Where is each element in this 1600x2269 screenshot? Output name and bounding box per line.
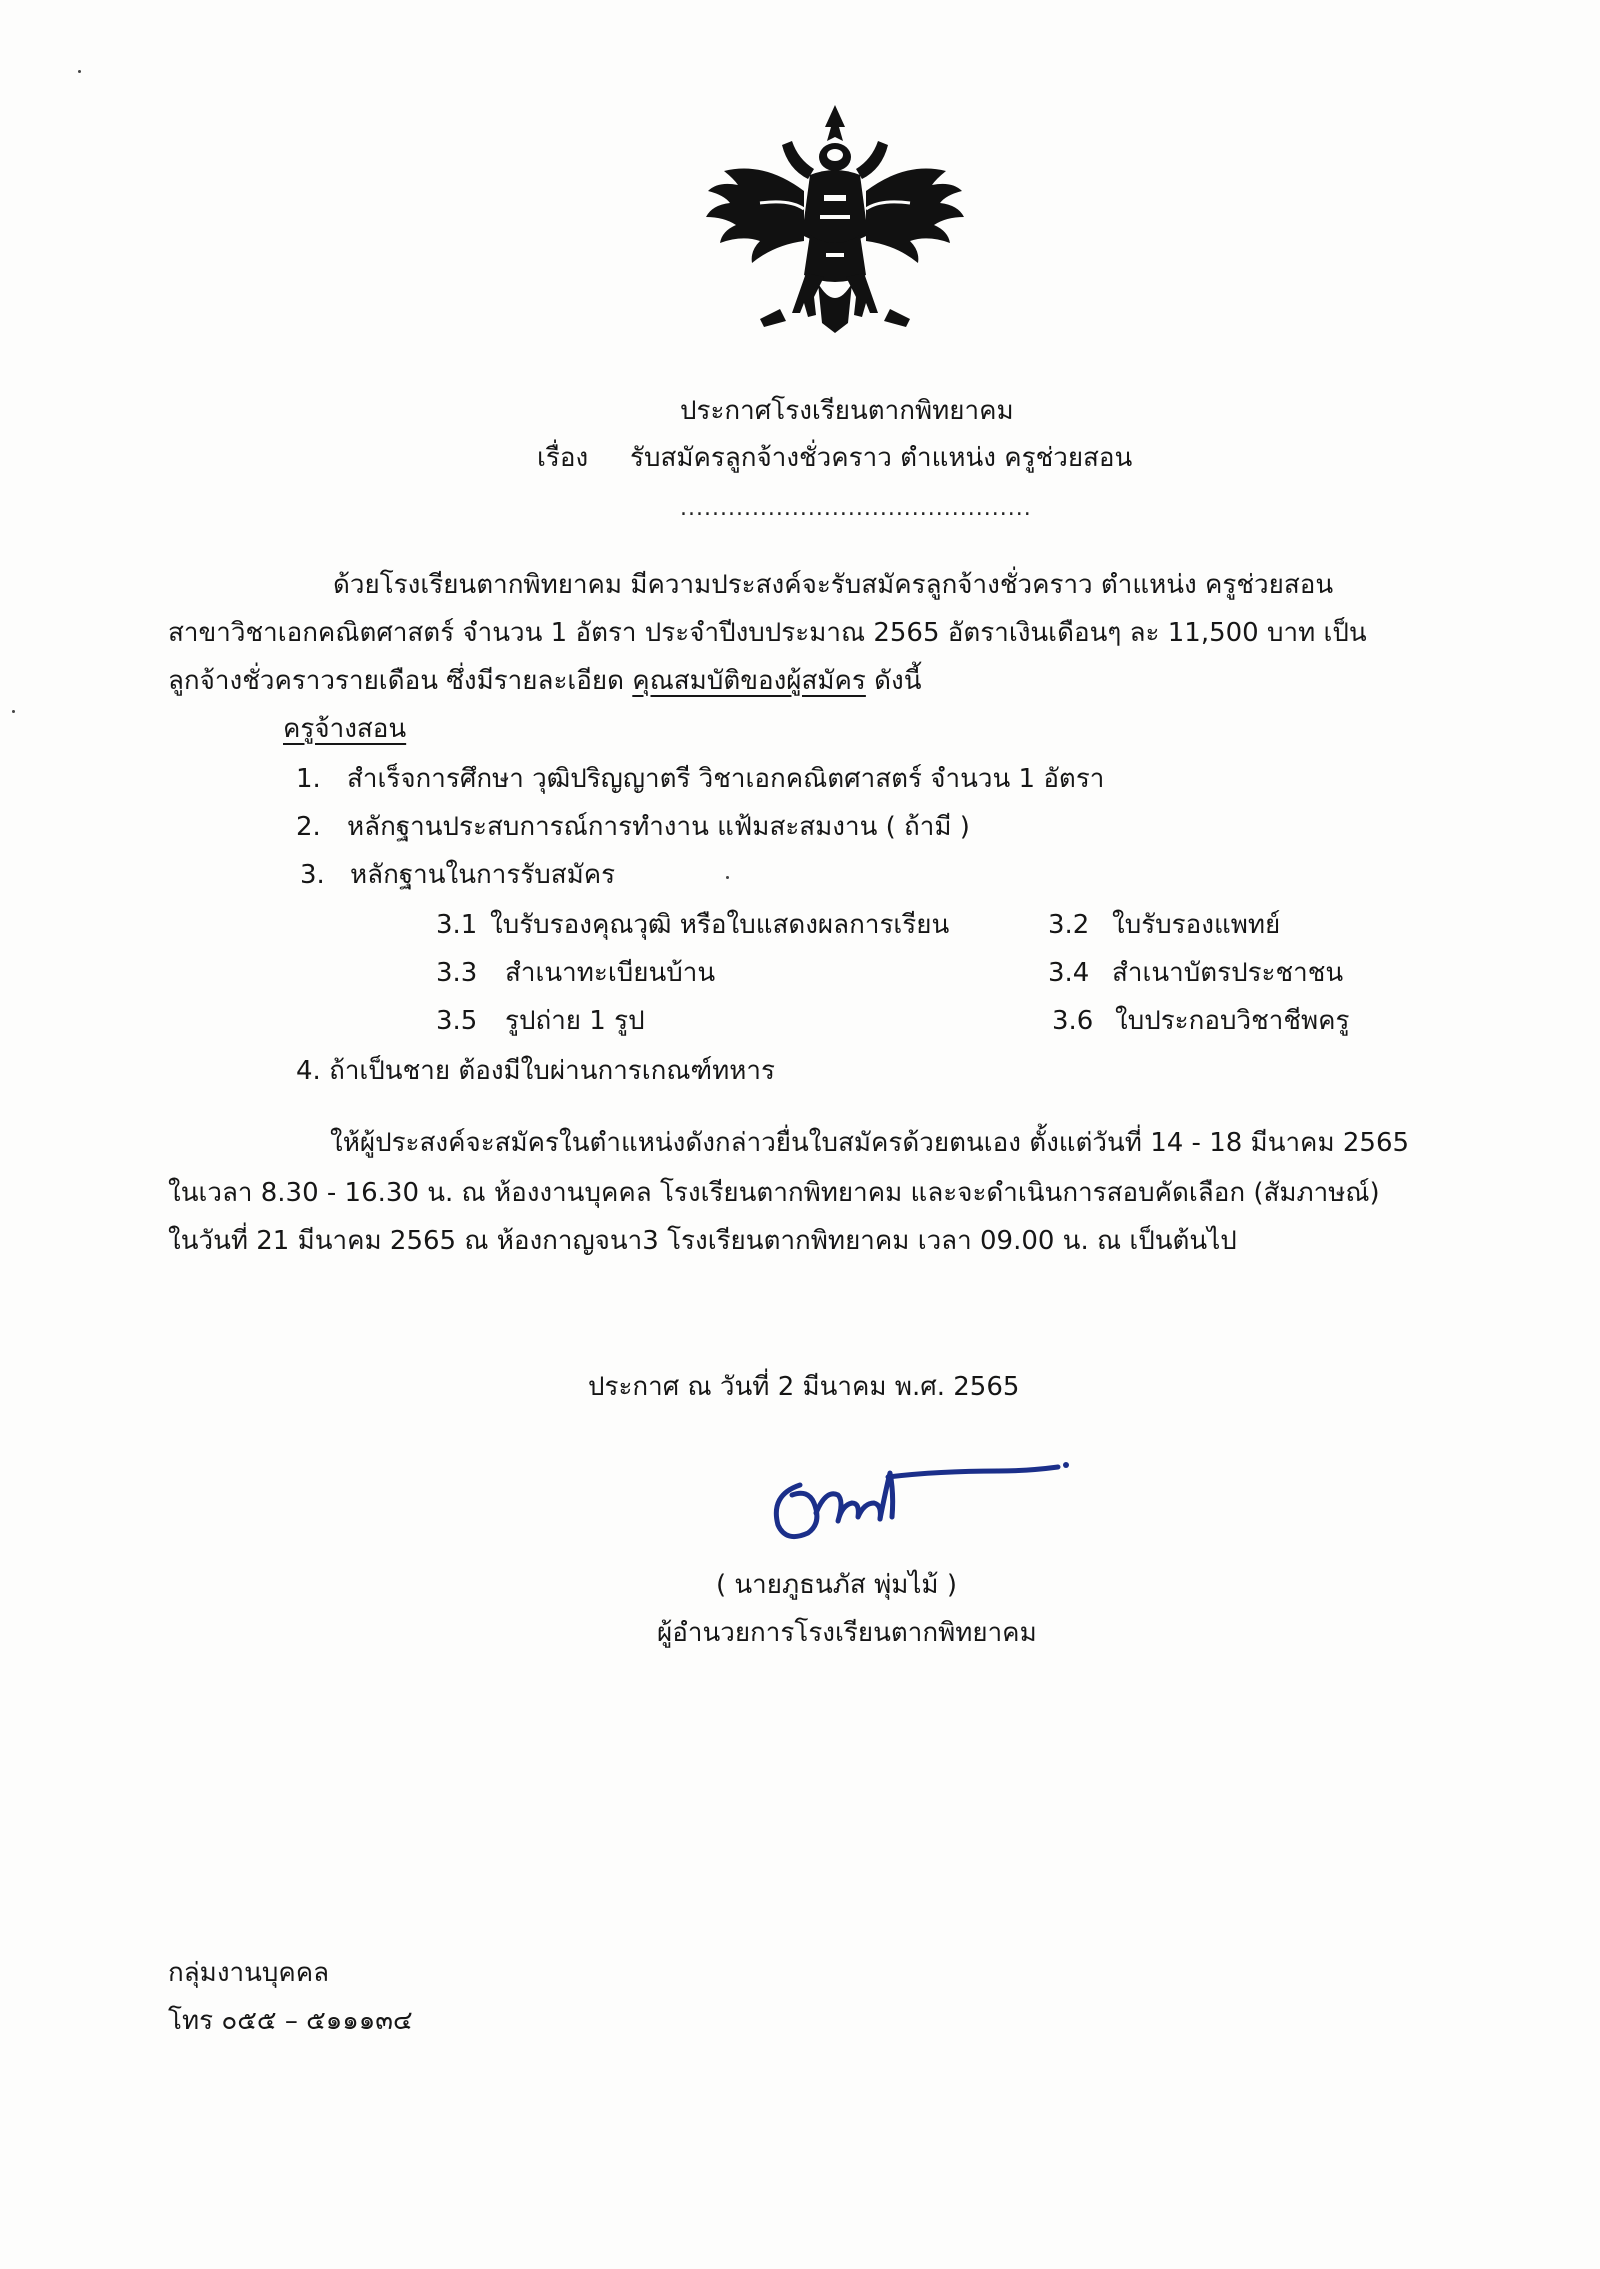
document-3-4-text: สำเนาบัตรประชาชน xyxy=(1112,958,1344,988)
garuda-emblem-icon xyxy=(700,95,970,355)
document-3-3-text: สำเนาทะเบียนบ้าน xyxy=(505,958,716,988)
subject-text: รับสมัครลูกจ้างชั่วคราว ตำแหน่ง ครูช่วยสอน xyxy=(630,443,1133,473)
scan-speck xyxy=(12,710,15,713)
intro-line-3-start: ลูกจ้างชั่วคราวรายเดือน ซึ่งมีรายละเอียด xyxy=(168,666,633,696)
application-line-1: ให้ผู้ประสงค์จะสมัครในตำแหน่งดังกล่าวยื่นใบสมัครด้วยตนเอง ตั้งแต่วันที่ 14 - 18 มีนาคม 2565 xyxy=(330,1128,1410,1158)
qualification-item-1-num: 1. xyxy=(296,764,321,794)
intro-line-2: สาขาวิชาเอกคณิตศาสตร์ จำนวน 1 อัตรา ประจำปีงบประมาณ 2565 อัตราเงินเดือนๆ ละ 11,500 บาท เป็น xyxy=(168,618,1367,648)
application-line-3: ในวันที่ 21 มีนาคม 2565 ณ ห้องกาญจนา3 โรงเรียนตากพิทยาคม เวลา 09.00 น. ณ เป็นต้นไป xyxy=(168,1226,1237,1256)
document-3-6-num: 3.6 xyxy=(1052,1006,1094,1036)
document-3-3-num: 3.3 xyxy=(436,958,478,988)
signatory-name: ( นายภูธนภัส พุ่มไม้ ) xyxy=(716,1570,957,1600)
qualification-item-1-text: สำเร็จการศึกษา วุฒิปริญญาตรี วิชาเอกคณิตศาสตร์ จำนวน 1 อัตรา xyxy=(347,764,1105,794)
document-3-1-text: ใบรับรองคุณวุฒิ หรือใบแสดงผลการเรียน xyxy=(490,910,950,940)
scan-speck xyxy=(726,876,729,879)
qualifications-link-text: คุณสมบัติของผู้สมัคร xyxy=(632,666,866,696)
intro-line-3-end: ดังนี้ xyxy=(865,666,922,696)
document-3-1-num: 3.1 xyxy=(436,910,478,940)
document-3-6-text: ใบประกอบวิชาชีพครู xyxy=(1115,1006,1350,1036)
document-3-2-num: 3.2 xyxy=(1048,910,1090,940)
document-3-5-num: 3.5 xyxy=(436,1006,478,1036)
qualification-item-3-num: 3. xyxy=(300,860,325,890)
intro-line-3 xyxy=(168,668,922,694)
signatory-position: ผู้อำนวยการโรงเรียนตากพิทยาคม xyxy=(657,1618,1037,1648)
signature-image xyxy=(760,1455,1080,1565)
document-3-4-num: 3.4 xyxy=(1048,958,1090,988)
qualification-item-2-num: 2. xyxy=(296,812,321,842)
subject-label: เรื่อง xyxy=(537,443,589,473)
application-line-2: ในเวลา 8.30 - 16.30 น. ณ ห้องงานบุคคล โรงเรียนตากพิทยาคม และจะดำเนินการสอบคัดเลือก (สัมภาษณ์) xyxy=(168,1178,1380,1208)
announcement-date: ประกาศ ณ วันที่ 2 มีนาคม พ.ศ. 2565 xyxy=(588,1372,1020,1402)
document-3-2-text: ใบรับรองแพทย์ xyxy=(1112,910,1281,940)
intro-line-1: ด้วยโรงเรียนตากพิทยาคม มีความประสงค์จะรับสมัครลูกจ้างชั่วคราว ตำแหน่ง ครูช่วยสอน xyxy=(333,570,1334,600)
qualifications-heading: ครูจ้างสอน xyxy=(283,714,407,744)
qualification-item-2-text: หลักฐานประสบการณ์การทำงาน แฟ้มสะสมงาน ( ถ้ามี ) xyxy=(347,812,970,842)
announcement-title: ประกาศโรงเรียนตากพิทยาคม xyxy=(680,396,1014,426)
footer-department: กลุ่มงานบุคคล xyxy=(168,1958,330,1988)
qualification-item-4: 4. ถ้าเป็นชาย ต้องมีใบผ่านการเกณฑ์ทหาร xyxy=(296,1056,775,1086)
document-3-5-text: รูปถ่าย 1 รูป xyxy=(505,1006,645,1036)
qualification-item-3-text: หลักฐานในการรับสมัคร xyxy=(350,860,616,890)
footer-phone: โทร ๐๕๕ – ๕๑๑๑๓๔ xyxy=(168,2006,413,2036)
scan-speck xyxy=(78,70,81,73)
header-separator: ............................................ xyxy=(680,496,1032,521)
